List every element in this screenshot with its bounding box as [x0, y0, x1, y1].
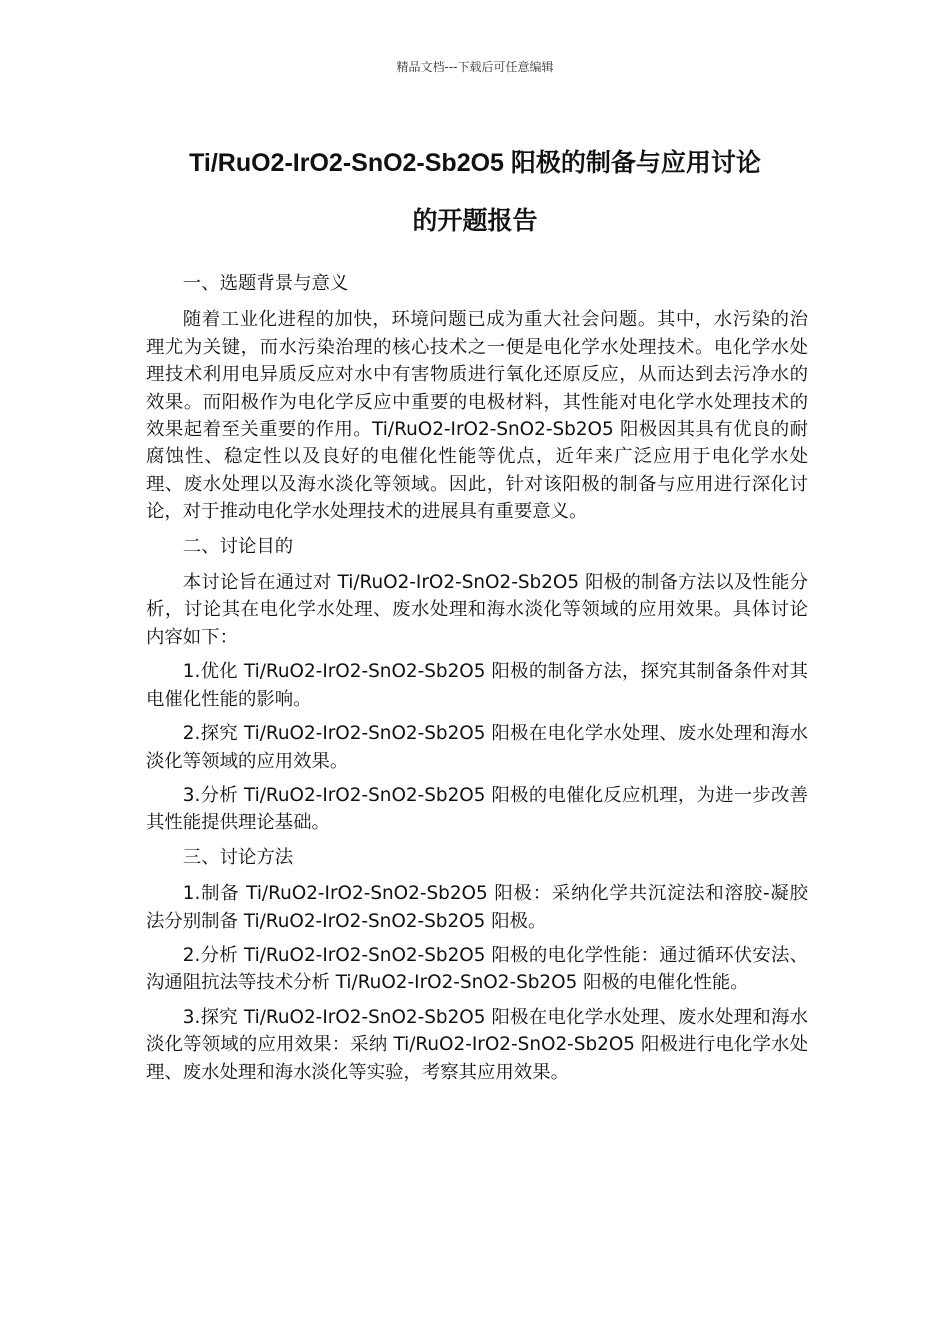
list-item-paragraph: 1.优化 Ti/RuO2-IrO2-SnO2-Sb2O5 阳极的制备方法，探究其制备条件对其电催化性能的影响。 [146, 661, 808, 710]
page-header: 精品文档---下载后可任意编辑 [396, 60, 554, 74]
title-line-1: Ti/RuO2-IrO2-SnO2-Sb2O5 阳极的制备与应用讨论 [189, 149, 761, 177]
section-heading-purpose: 二、讨论目的 [182, 535, 294, 557]
list-item-paragraph: 3.探究 Ti/RuO2-IrO2-SnO2-Sb2O5 阳极在电化学水处理、废水处理和海水淡化等领域的应用效果：采纳 Ti/RuO2-IrO2-SnO2-Sb2O5 阳极进行电化学水处理、废水处理和海水淡化等实验，考察其应用效果。 [146, 1006, 808, 1083]
body-paragraph: 本讨论旨在通过对 Ti/RuO2-IrO2-SnO2-Sb2O5 阳极的制备方法以及性能分析，讨论其在电化学水处理、废水处理和海水淡化等领域的应用效果。具体讨论内容如下： [146, 572, 808, 648]
title-line-2: 的开题报告 [412, 207, 538, 235]
list-item-paragraph: 2.分析 Ti/RuO2-IrO2-SnO2-Sb2O5 阳极的电化学性能：通过循环伏安法、沟通阻抗法等技术分析 Ti/RuO2-IrO2-SnO2-Sb2O5 阳极的电催化性能。 [146, 944, 808, 994]
section-heading-methods: 三、讨论方法 [182, 846, 294, 868]
list-item-paragraph: 2.探究 Ti/RuO2-IrO2-SnO2-Sb2O5 阳极在电化学水处理、废水处理和海水淡化等领域的应用效果。 [146, 723, 808, 772]
document-title [120, 134, 830, 250]
list-item-paragraph: 1.制备 Ti/RuO2-IrO2-SnO2-Sb2O5 阳极：采纳化学共沉淀法和溶胶-凝胶法分别制备 Ti/RuO2-IrO2-SnO2-Sb2O5 阳极。 [146, 883, 808, 932]
list-item-paragraph: 3.分析 Ti/RuO2-IrO2-SnO2-Sb2O5 阳极的电催化反应机理，为进一步改善其性能提供理论基础。 [146, 784, 808, 834]
body-paragraph: 随着工业化进程的加快，环境问题已成为重大社会问题。其中，水污染的治理尤为关键，而水污染治理的核心技术之一便是电化学水处理技术。电化学水处理技术利用电异质反应对水中有害物质进行氧化还原反应，从而达到去污净水的效果。而阳极作为电化学反应中重要的电极材料，其性能对电化学水处理技术的效果起着至关重要的作用。Ti/RuO2-IrO2-SnO2-Sb2O5 阳极因其具有优良的耐腐蚀性、稳定性以及良好的电催化性能等优点，近年来广泛应用于电化学水处理、废水处理以及海水淡化等领域。因此，针对该阳极的制备与应用进行深化讨论，对于推动电化学水处理技术的进展具有重要意义。 [146, 309, 808, 523]
document-body [146, 270, 808, 1093]
section-heading-background: 一、选题背景与意义 [182, 273, 349, 294]
